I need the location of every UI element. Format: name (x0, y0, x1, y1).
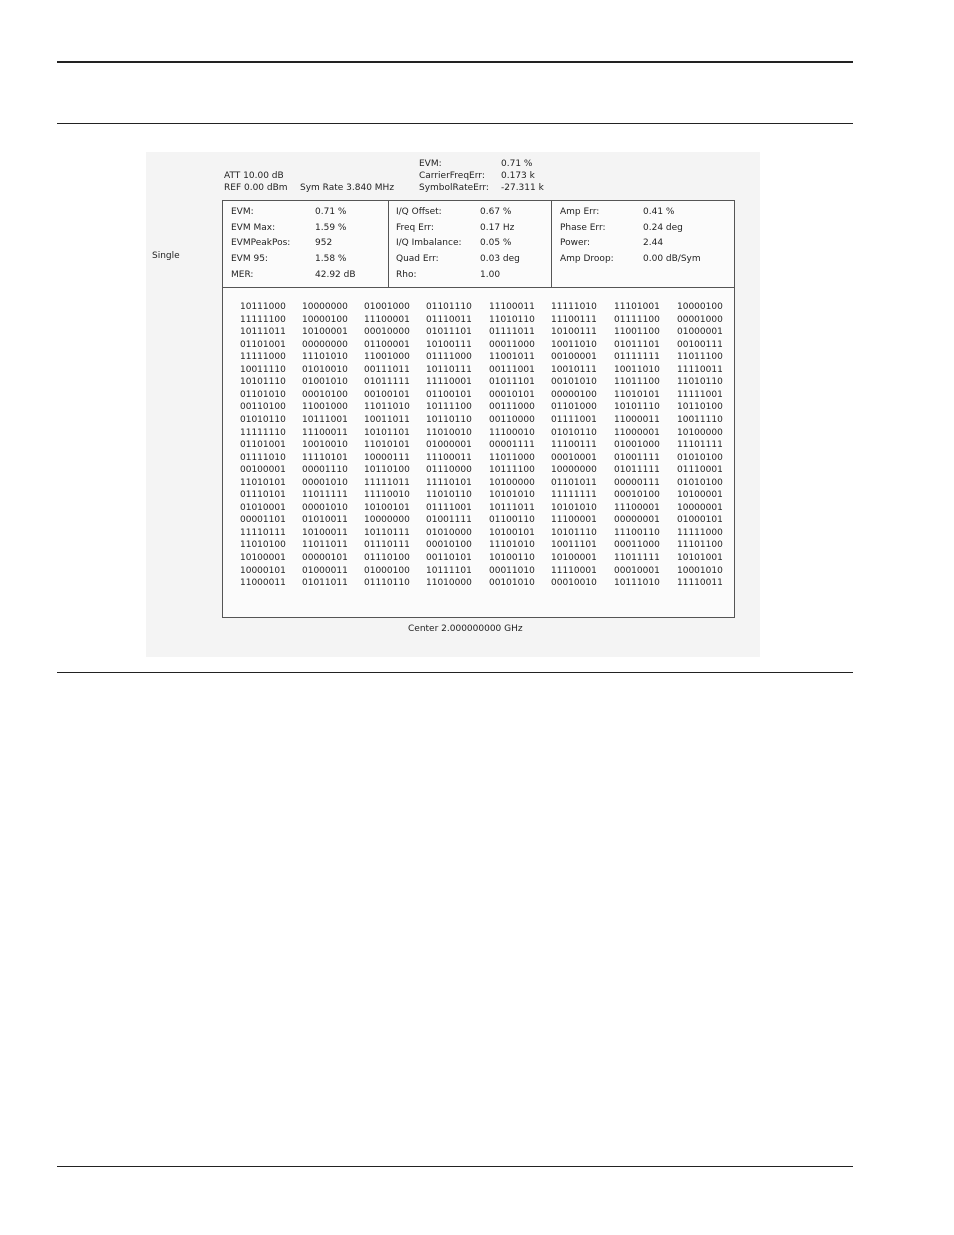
bit-cell: 10000101 (240, 565, 286, 576)
bit-cell: 10000111 (364, 452, 410, 463)
measurement-value: 2.44 (643, 238, 664, 248)
bit-row (223, 452, 734, 465)
bit-cell: 10111010 (614, 578, 660, 589)
bit-cell: 00000001 (614, 515, 660, 526)
bit-cell: 10011101 (551, 540, 597, 551)
bit-cell: 11110001 (551, 565, 597, 576)
bit-cell: 10100101 (364, 502, 410, 513)
bit-cell: 01010010 (302, 364, 348, 375)
bit-cell: 00010100 (614, 490, 660, 501)
measurement-row (552, 236, 734, 251)
bit-cell: 11111100 (240, 314, 286, 325)
bit-row (223, 514, 734, 527)
measurement-row (552, 205, 734, 220)
bit-cell: 10101110 (240, 377, 286, 388)
bit-cell: 00100001 (551, 352, 597, 363)
measurement-row (223, 252, 388, 267)
bit-cell: 00111001 (489, 364, 535, 375)
bit-cell: 10000000 (551, 465, 597, 476)
bit-row (223, 439, 734, 452)
measurement-label: Rho: (396, 270, 417, 280)
measurement-row (223, 268, 388, 283)
bit-cell: 10000000 (364, 515, 410, 526)
bit-cell: 11100001 (364, 314, 410, 325)
measurement-row (223, 205, 388, 220)
bit-cell: 00100111 (677, 339, 723, 350)
measurement-value: 0.67 % (480, 207, 512, 217)
bit-cell: 11101010 (489, 540, 535, 551)
bit-cell: 00101010 (551, 377, 597, 388)
bit-cell: 11110101 (302, 452, 348, 463)
bit-row (223, 314, 734, 327)
bit-cell: 01111011 (489, 327, 535, 338)
bit-cell: 11001000 (364, 352, 410, 363)
bit-cell: 01111010 (240, 452, 286, 463)
measurement-value: 0.41 % (643, 207, 675, 217)
bit-cell: 10111011 (240, 327, 286, 338)
center-frequency-readout: Center 2.000000000 GHz (408, 624, 523, 634)
bit-cell: 01100101 (426, 389, 472, 400)
measurement-row (388, 205, 551, 220)
bit-row (223, 389, 734, 402)
bit-cell: 00011010 (489, 565, 535, 576)
bit-cell: 11111000 (677, 527, 723, 538)
bit-row (223, 552, 734, 565)
bit-cell: 01011101 (614, 339, 660, 350)
bit-cell: 10110111 (364, 527, 410, 538)
bit-cell: 01010100 (677, 452, 723, 463)
bit-cell: 11011100 (677, 352, 723, 363)
bit-cell: 01010000 (426, 527, 472, 538)
bit-cell: 11111001 (677, 389, 723, 400)
bit-cell: 01101010 (240, 389, 286, 400)
bit-cell: 01101001 (240, 440, 286, 451)
bit-cell: 10011110 (677, 414, 723, 425)
bit-cell: 11010110 (426, 490, 472, 501)
bit-cell: 10000000 (302, 302, 348, 312)
bit-cell: 10110110 (426, 414, 472, 425)
bit-cell: 00111000 (489, 402, 535, 413)
attenuation-readout: ATT 10.00 dB (224, 171, 284, 181)
bit-cell: 01110001 (677, 465, 723, 476)
bit-row (223, 326, 734, 339)
bit-row (223, 401, 734, 414)
bit-cell: 00011000 (489, 339, 535, 350)
bit-cell: 11101001 (614, 302, 660, 312)
bit-cell: 10110100 (677, 402, 723, 413)
bit-cell: 10100000 (489, 477, 535, 488)
measurement-value: 1.00 (480, 270, 501, 280)
bit-cell: 00011000 (614, 540, 660, 551)
bit-cell: 01010011 (302, 515, 348, 526)
bit-cell: 11110011 (677, 364, 723, 375)
measurement-label: I/Q Imbalance: (396, 238, 462, 248)
measurement-label: MER: (231, 270, 254, 280)
measurement-table (223, 201, 734, 288)
bit-cell: 00010001 (551, 452, 597, 463)
bit-cell: 01000011 (302, 565, 348, 576)
bit-row (223, 527, 734, 540)
measurement-row (388, 252, 551, 267)
bit-cell: 01110101 (240, 490, 286, 501)
bit-cell: 11100111 (551, 314, 597, 325)
bit-cell: 11000011 (240, 578, 286, 589)
bit-cell: 11100110 (614, 527, 660, 538)
bit-cell: 01010001 (240, 502, 286, 513)
bit-cell: 11100011 (302, 427, 348, 438)
bit-cell: 10100011 (302, 527, 348, 538)
bit-cell: 11110111 (240, 527, 286, 538)
page-bottom-rule (57, 1166, 853, 1167)
bit-row (223, 376, 734, 389)
measurement-value: 42.92 dB (315, 270, 356, 280)
bit-cell: 00010100 (302, 389, 348, 400)
bit-cell: 01011111 (614, 465, 660, 476)
measurement-row (552, 221, 734, 236)
bit-cell: 00000111 (614, 477, 660, 488)
bit-cell: 10101101 (364, 427, 410, 438)
bit-cell: 11001000 (302, 402, 348, 413)
bit-row (223, 477, 734, 490)
bit-cell: 00001010 (302, 502, 348, 513)
measurement-value: 0.00 dB/Sym (643, 254, 701, 264)
bit-cell: 11011011 (302, 540, 348, 551)
bit-cell: 01110000 (426, 465, 472, 476)
measurement-value: 0.71 % (315, 207, 347, 217)
measurement-label: EVM 95: (231, 254, 268, 264)
measurement-row (223, 221, 388, 236)
bit-cell: 11010101 (364, 440, 410, 451)
sweep-mode-label: Single (152, 251, 180, 261)
bit-row (223, 301, 734, 314)
bit-cell: 10000100 (677, 302, 723, 312)
bit-cell: 01011011 (302, 578, 348, 589)
bit-cell: 11010110 (677, 377, 723, 388)
measurement-value: 952 (315, 238, 333, 248)
bit-row (223, 464, 734, 477)
bit-cell: 11111011 (364, 477, 410, 488)
measurement-value: 1.58 % (315, 254, 347, 264)
measurement-row (388, 221, 551, 236)
bit-cell: 00110100 (240, 402, 286, 413)
bit-cell: 11010101 (614, 389, 660, 400)
bit-cell: 01001111 (426, 515, 472, 526)
bit-cell: 11101111 (677, 440, 723, 451)
measurement-row (223, 236, 388, 251)
bit-cell: 11111111 (551, 490, 597, 501)
bit-cell: 01000001 (677, 327, 723, 338)
measurement-column (223, 201, 389, 287)
bit-cell: 01001010 (302, 377, 348, 388)
bit-cell: 10101110 (614, 402, 660, 413)
bit-cell: 11100001 (551, 515, 597, 526)
bit-cell: 00101010 (489, 578, 535, 589)
bit-cell: 01111100 (614, 314, 660, 325)
bit-cell: 10111001 (302, 414, 348, 425)
bit-cell: 10100111 (426, 339, 472, 350)
bit-row (223, 502, 734, 515)
measurement-row (388, 236, 551, 251)
bit-cell: 00110101 (426, 553, 472, 563)
bit-cell: 00000100 (551, 389, 597, 400)
bit-cell: 11111000 (240, 352, 286, 363)
bit-cell: 11011100 (614, 377, 660, 388)
bit-cell: 10001010 (677, 565, 723, 576)
bit-cell: 11110011 (677, 578, 723, 589)
bit-cell: 01111111 (614, 352, 660, 363)
bit-cell: 01010110 (240, 414, 286, 425)
instrument-screen (146, 152, 760, 657)
measurement-value: 0.17 Hz (480, 223, 515, 233)
measurement-label: EVMPeakPos: (231, 238, 291, 248)
bit-cell: 00100101 (364, 389, 410, 400)
bit-cell: 11100010 (489, 427, 535, 438)
bit-cell: 10100001 (302, 327, 348, 338)
bit-cell: 01001000 (364, 302, 410, 312)
bit-cell: 00001110 (302, 465, 348, 476)
bit-cell: 00001010 (302, 477, 348, 488)
bit-cell: 11110001 (426, 377, 472, 388)
bit-cell: 00010000 (364, 327, 410, 338)
bit-cell: 01101000 (551, 402, 597, 413)
bit-cell: 11110101 (426, 477, 472, 488)
bit-cell: 00111011 (364, 364, 410, 375)
bit-cell: 10100000 (677, 427, 723, 438)
bit-row (223, 414, 734, 427)
bit-cell: 10011110 (240, 364, 286, 375)
summary-value: -27.311 k (501, 183, 544, 193)
section-rule (57, 123, 853, 124)
bit-cell: 11000011 (614, 414, 660, 425)
measurement-label: Freq Err: (396, 223, 434, 233)
bit-cell: 00001111 (489, 440, 535, 451)
bit-cell: 01110100 (364, 553, 410, 563)
measurement-label: Amp Droop: (560, 254, 614, 264)
bit-cell: 01000001 (426, 440, 472, 451)
bit-cell: 10100001 (240, 553, 286, 563)
measurement-label: Quad Err: (396, 254, 439, 264)
bit-cell: 11010100 (240, 540, 286, 551)
measurement-label: EVM Max: (231, 223, 276, 233)
measurement-value: 0.24 deg (643, 223, 683, 233)
bit-cell: 10110100 (364, 465, 410, 476)
bit-cell: 01100110 (489, 515, 535, 526)
measurement-panel (222, 200, 735, 618)
bit-cell: 10111011 (489, 502, 535, 513)
page-top-rule (57, 61, 853, 63)
measurement-value: 1.59 % (315, 223, 347, 233)
bit-cell: 00100001 (240, 465, 286, 476)
measurement-row (388, 268, 551, 283)
bit-cell: 10011010 (614, 364, 660, 375)
bit-cell: 01001111 (614, 452, 660, 463)
bit-cell: 10010010 (302, 440, 348, 451)
bit-cell: 10101001 (677, 553, 723, 563)
bit-cell: 10110111 (426, 364, 472, 375)
bit-cell: 01010110 (551, 427, 597, 438)
bit-cell: 11011111 (302, 490, 348, 501)
bit-cell: 01110011 (426, 314, 472, 325)
summary-label: EVM: (419, 159, 442, 169)
measurement-label: Amp Err: (560, 207, 600, 217)
bit-cell: 00001101 (240, 515, 286, 526)
bit-cell: 00000101 (302, 553, 348, 563)
bit-cell: 10111100 (426, 402, 472, 413)
bit-row (223, 539, 734, 552)
bit-cell: 00000000 (302, 339, 348, 350)
measurement-label: EVM: (231, 207, 254, 217)
bit-cell: 00010100 (426, 540, 472, 551)
bit-cell: 11100001 (614, 502, 660, 513)
bit-cell: 00010010 (551, 578, 597, 589)
measurement-column (552, 201, 734, 287)
bit-row (223, 351, 734, 364)
bit-cell: 11110010 (364, 490, 410, 501)
bit-cell: 01111001 (551, 414, 597, 425)
bit-cell: 01101110 (426, 302, 472, 312)
bit-row (223, 565, 734, 578)
bit-cell: 01000101 (677, 515, 723, 526)
bit-cell: 10000001 (677, 502, 723, 513)
bit-cell: 01101011 (551, 477, 597, 488)
bit-cell: 11010010 (426, 427, 472, 438)
bit-cell: 10100101 (489, 527, 535, 538)
bit-cell: 11011000 (489, 452, 535, 463)
bit-cell: 10111101 (426, 565, 472, 576)
measurement-value: 0.03 deg (480, 254, 520, 264)
bit-cell: 11111010 (551, 302, 597, 312)
bit-row (223, 427, 734, 440)
bit-cell: 11011111 (614, 553, 660, 563)
bit-cell: 00001000 (677, 314, 723, 325)
symbol-rate-readout: Sym Rate 3.840 MHz (300, 183, 395, 193)
bit-cell: 11100011 (426, 452, 472, 463)
summary-value: 0.173 k (501, 171, 535, 181)
bit-cell: 01101001 (240, 339, 286, 350)
bit-row (223, 364, 734, 377)
bit-row (223, 577, 734, 590)
bit-cell: 10111100 (489, 465, 535, 476)
bit-cell: 01100001 (364, 339, 410, 350)
summary-value: 0.71 % (501, 159, 533, 169)
measurement-value: 0.05 % (480, 238, 512, 248)
bit-cell: 10111000 (240, 302, 286, 312)
bit-row (223, 339, 734, 352)
bit-cell: 01011111 (364, 377, 410, 388)
measurement-column (388, 201, 552, 287)
bit-cell: 11001011 (489, 352, 535, 363)
bit-cell: 11100111 (551, 440, 597, 451)
measurement-label: I/Q Offset: (396, 207, 442, 217)
reference-level-readout: REF 0.00 dBm (224, 183, 288, 193)
bit-cell: 01111001 (426, 502, 472, 513)
bit-cell: 10000100 (302, 314, 348, 325)
summary-label: SymbolRateErr: (419, 183, 489, 193)
bit-cell: 10011010 (551, 339, 597, 350)
bit-cell: 10011011 (364, 414, 410, 425)
bit-cell: 10101010 (551, 502, 597, 513)
bit-cell: 01000100 (364, 565, 410, 576)
bit-cell: 00110000 (489, 414, 535, 425)
measurement-label: Power: (560, 238, 591, 248)
section-rule (57, 672, 853, 673)
bit-cell: 00010101 (489, 389, 535, 400)
bit-cell: 10100001 (677, 490, 723, 501)
bit-cell: 00010001 (614, 565, 660, 576)
bit-cell: 11100011 (489, 302, 535, 312)
bit-cell: 10101010 (489, 490, 535, 501)
bit-cell: 11011010 (364, 402, 410, 413)
bit-cell: 01110111 (364, 540, 410, 551)
bit-cell: 10100001 (551, 553, 597, 563)
bit-cell: 01001000 (614, 440, 660, 451)
bit-cell: 01011101 (489, 377, 535, 388)
bit-cell: 11001100 (614, 327, 660, 338)
bit-cell: 11010110 (489, 314, 535, 325)
bit-cell: 10100110 (489, 553, 535, 563)
bit-cell: 11111110 (240, 427, 286, 438)
bit-cell: 01110110 (364, 578, 410, 589)
bit-cell: 11010101 (240, 477, 286, 488)
bit-cell: 11000001 (614, 427, 660, 438)
bit-cell: 10100111 (551, 327, 597, 338)
bit-row (223, 489, 734, 502)
bit-cell: 11101010 (302, 352, 348, 363)
bit-cell: 10010111 (551, 364, 597, 375)
bit-cell: 01011101 (426, 327, 472, 338)
bit-cell: 01111000 (426, 352, 472, 363)
summary-label: CarrierFreqErr: (419, 171, 485, 181)
measurement-label: Phase Err: (560, 223, 606, 233)
measurement-row (552, 252, 734, 267)
bit-cell: 01010100 (677, 477, 723, 488)
bit-cell: 10101110 (551, 527, 597, 538)
bit-cell: 11101100 (677, 540, 723, 551)
bit-cell: 11010000 (426, 578, 472, 589)
